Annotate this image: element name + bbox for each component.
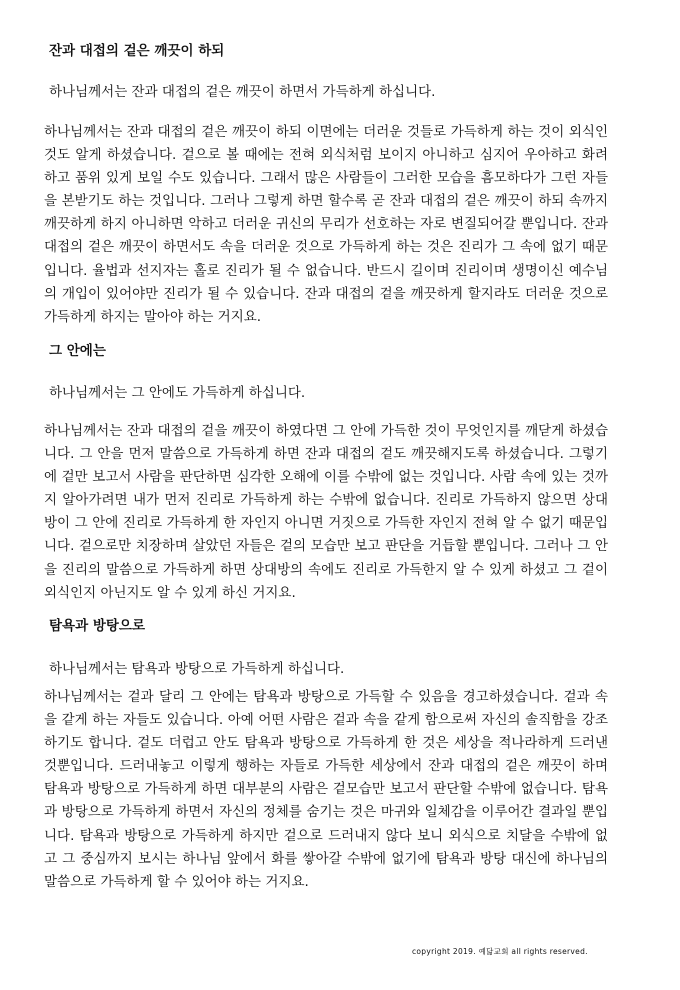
section-heading-1: 잔과 대접의 겉은 깨끗이 하되	[49, 43, 225, 59]
section-intro-2: 하나님께서는 그 안에도 가득하게 하십니다.	[49, 385, 306, 401]
section-intro-3: 하나님께서는 탐욕과 방탕으로 가득하게 하십니다.	[49, 661, 345, 677]
section-heading-3: 탐욕과 방탕으로	[49, 618, 145, 634]
section-body-2: 하나님께서는 잔과 대접의 겉을 깨끗이 하였다면 그 안에 가득한 것이 무엇인지를 깨닫게 하셨습니다. 그 안을 먼저 말씀으로 가득하게 하면 잔과 대접의 겉도 깨끗해지도록 하셨습니다. 그렇기에 겉만 보고서 사람을 판단하면 심각한 오해에 이를 수밖에 없는 것입니다. 사람 속에 있는 것까지 알아가려면 내가 먼저 진리로 가득하게 하는 수밖에 없습니다. 진리로 가득하지 않으면 상대방이 그 안에 진리로 가득하게 한 자인지 아니면 거짓으로 가득한 자인지 전혀 알 수 없기 때문입니다. 겉으로만 치장하며 살았던 자들은 겉의 모습만 보고 판단을 거듭할 뿐입니다. 그러나 그 안을 진리의 말씀으로 가득하게 하면 상대방의 속에도 진리로 가득한지 알 수 있게 하셨고 그 겉이 외식인지 아닌지도 알 수 있게 하신 거지요.	[44, 423, 608, 601]
copyright-footer: copyright 2019. 예닮교회 all rights reserved.	[412, 947, 588, 956]
section-body-1: 하나님께서는 잔과 대접의 겉은 깨끗이 하되 이면에는 더러운 것들로 가득하게 하는 것이 외식인 것도 알게 하셨습니다. 겉으로 볼 때에는 전혀 외식처럼 보이지 아니하고 심지어 우아하고 화려하고 품위 있게 보일 수도 있습니다. 그래서 많은 사람들이 그러한 모습을 흠모하다가 그런 자들을 본받기도 하는 것입니다. 그러나 그렇게 하면 할수록 곧 잔과 대접의 겉은 깨끗이 하되 속까지 깨끗하게 하지 아니하면 악하고 더러운 귀신의 무리가 선호하는 자로 변질되어갈 뿐입니다. 잔과 대접의 겉은 깨끗이 하면서도 속을 더러운 것으로 가득하게 하는 것은 진리가 그 속에 없기 때문입니다. 율법과 선지자는 홀로 진리가 될 수 없습니다. 반드시 길이며 진리이며 생명이신 예수님의 개입이 있어야만 진리가 될 수 있습니다. 잔과 대접의 겉을 깨끗하게 할지라도 더러운 것으로 가득하게 하지는 말아야 하는 거지요.	[44, 124, 608, 325]
section-body-3: 하나님께서는 겉과 달리 그 안에는 탐욕과 방탕으로 가득할 수 있음을 경고하셨습니다. 겉과 속을 같게 하는 자들도 있습니다. 아예 어떤 사람은 겉과 속을 같게 함으로써 자신의 솔직함을 강조하기도 합니다. 겉도 더럽고 안도 탐욕과 방탕으로 가득하게 한 것은 세상을 적나라하게 드러낸 것뿐입니다. 드러내놓고 이렇게 행하는 자들로 가득한 세상에서 잔과 대접의 겉은 깨끗이 하며 탐욕과 방탕으로 가득하게 하면 대부분의 사람은 겉모습만 보고서 판단할 수밖에 없습니다. 탐욕과 방탕으로 가득하게 하면서 자신의 정체를 숨기는 것은 마귀와 일체감을 이루어간 결과일 뿐입니다. 탐욕과 방탕으로 가득하게 하지만 겉으로 드러내지 않다 보니 외식으로 치달을 수밖에 없고 그 중심까지 보시는 하나님 앞에서 화를 쌓아갈 수밖에 없기에 탐욕과 방탕 대신에 하나님의 말씀으로 가득하게 할 수 있어야 하는 거지요.	[44, 689, 608, 890]
section-intro-1: 하나님께서는 잔과 대접의 겉은 깨끗이 하면서 가득하게 하십니다.	[49, 84, 436, 100]
section-heading-2: 그 안에는	[49, 343, 106, 359]
